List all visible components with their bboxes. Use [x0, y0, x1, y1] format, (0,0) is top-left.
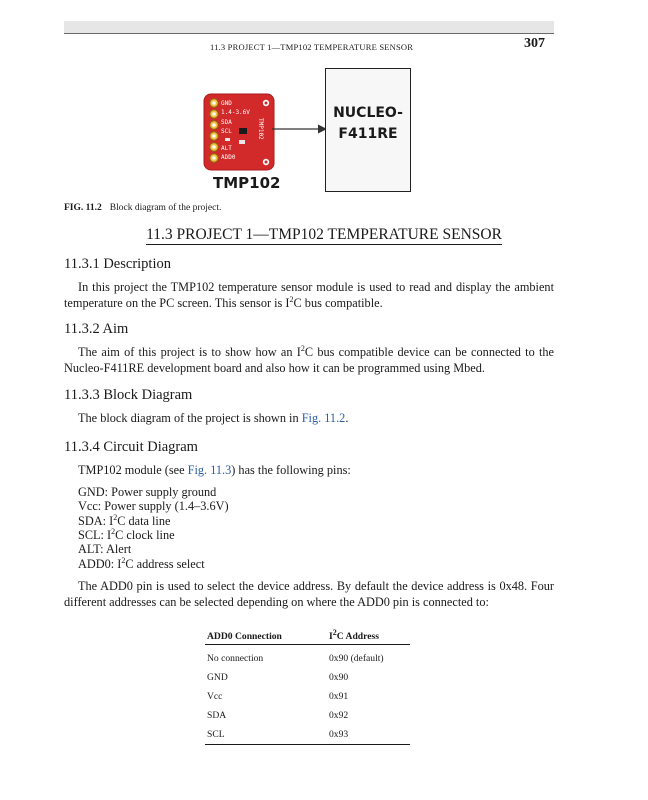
table-cell-address: 0x92 [328, 710, 349, 721]
table-cell-connection: No connection [207, 653, 264, 664]
pin-alt: ALT: Alert [78, 542, 132, 556]
nucleo-label [325, 103, 411, 145]
board-pin-label: ALT [221, 145, 232, 152]
table-row [205, 645, 410, 669]
pin-vcc: Vcc: Power supply (1.4–3.6V) [78, 499, 229, 513]
block-diagram-paragraph: The block diagram of the project is shown in Fig. 11.2. [78, 411, 349, 425]
running-head: 11.3 PROJECT 1—TMP102 TEMPERATURE SENSOR [210, 42, 414, 52]
fig-11-3-link[interactable]: Fig. 11.3 [187, 463, 232, 477]
table-cell-address: 0x90 [328, 672, 349, 683]
heading-circuit-diagram: 11.3.4 Circuit Diagram [64, 439, 198, 455]
table-cell-connection: SCL [205, 725, 309, 745]
table-cell-connection: GND [207, 672, 228, 683]
aim-paragraph: The aim of this project is to show how an $I^2C$ bus compatible device can be connected to the Nucleo-F411RE development board and also how it can be programmed using Mbed. [64, 343, 554, 375]
address-table [205, 628, 410, 745]
table-header-address: $I^2C$ Address [309, 628, 410, 645]
pin-sda: SDA: $I^2C$ data line [78, 512, 171, 528]
table-header-connection: ADD0 Connection [205, 628, 309, 645]
figure-caption-text: Block diagram of the project. [109, 203, 222, 213]
description-paragraph: In this project the TMP102 temperature sensor module is used to read and display the ambient temperature on the PC screen. This sensor is $I^2C$ bus compatible. [64, 280, 554, 310]
figure-caption-label: FIG. 11.2 [64, 203, 102, 213]
connection-arrow [272, 123, 328, 135]
table-header-row [205, 628, 410, 645]
pin-scl: SCL: $I^2C$ clock line [78, 526, 175, 542]
board-pin-label: ADD0 [221, 154, 236, 161]
table-row [205, 687, 410, 706]
pin-add0: ADD0: $I^2C$ address select [78, 555, 205, 571]
table-cell-address: 0x90 (default) [328, 653, 384, 664]
address-paragraph: The ADD0 pin is used to select the device address. By default the device address is 0x48. Four different addresses can be selected depending on where the ADD0 pin is connected to: [64, 579, 554, 609]
board-pin-label: 1.4-3.6V [221, 109, 250, 116]
table-cell-connection: SDA [207, 710, 227, 721]
heading-description: 11.3.1 Description [64, 256, 171, 272]
board-chip-label: TMP102 [257, 118, 264, 140]
header-rule [64, 33, 554, 34]
page-number: 307 [524, 36, 545, 51]
table-cell-address: 0x93 [309, 725, 410, 745]
nucleo-label-line2: F411RE [338, 126, 398, 142]
table-cell-address: 0x91 [328, 691, 349, 702]
figure-caption [64, 203, 221, 213]
table-row [205, 706, 410, 725]
table-row [205, 725, 410, 745]
section-title-text: 11.3 PROJECT 1—TMP102 TEMPERATURE SENSOR [146, 226, 502, 243]
board-pin-label: GND [221, 100, 232, 107]
table-cell-connection: Vcc [207, 691, 223, 702]
heading-block-diagram: 11.3.3 Block Diagram [64, 387, 193, 403]
table-row [205, 668, 410, 687]
section-title [0, 226, 648, 244]
header-bar [64, 21, 554, 33]
board-pin-label: SDA [221, 119, 232, 126]
nucleo-label-line1: NUCLEO- [333, 105, 403, 121]
pin-gnd: GND: Power supply ground [78, 485, 217, 499]
board-pin-label: SCL [221, 128, 232, 135]
tmp102-label: TMP102 [213, 174, 281, 192]
circuit-intro: TMP102 module (see Fig. 11.3) has the following pins: [78, 463, 351, 477]
fig-11-2-link[interactable]: Fig. 11.2 [301, 411, 346, 425]
heading-aim: 11.3.2 Aim [64, 321, 129, 337]
